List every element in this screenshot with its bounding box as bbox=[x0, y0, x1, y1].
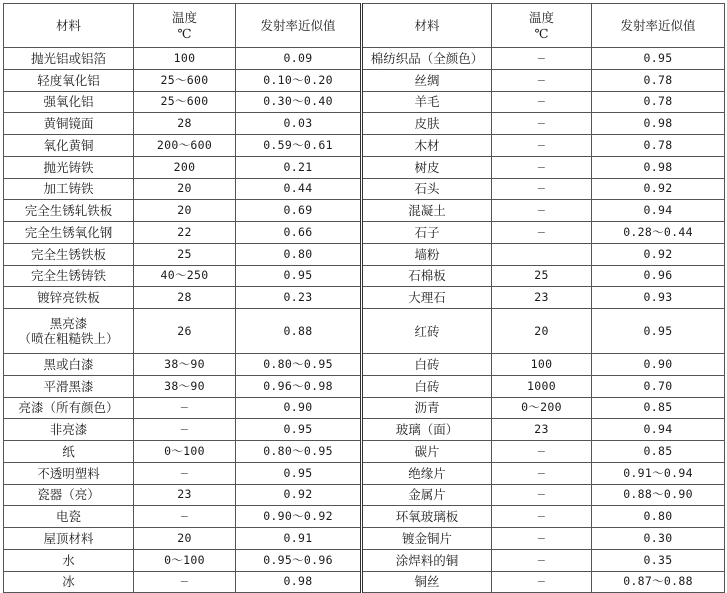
right-material-cell: 环氧玻璃板 bbox=[362, 506, 492, 528]
left-material-cell: 黄铜镜面 bbox=[4, 113, 134, 135]
left-material-cell bbox=[4, 309, 134, 354]
left-material-cell: 完全生锈轧铁板 bbox=[4, 200, 134, 222]
right-temp-cell: — bbox=[492, 571, 592, 593]
left-temp-cell: — bbox=[134, 506, 236, 528]
right-temp-cell: — bbox=[492, 91, 592, 113]
right-emissivity-cell: 0.92 bbox=[592, 243, 725, 265]
right-emissivity-cell: 0.28～0.44 bbox=[592, 222, 725, 244]
header-temperature-right bbox=[492, 4, 592, 48]
right-emissivity-cell: 0.30 bbox=[592, 528, 725, 550]
table-row bbox=[4, 354, 725, 376]
right-emissivity-cell: 0.85 bbox=[592, 397, 725, 419]
table-row bbox=[4, 528, 725, 550]
header-temp-label: 温度 bbox=[171, 9, 197, 25]
right-temp-cell: — bbox=[492, 178, 592, 200]
right-material-cell: 红砖 bbox=[362, 309, 492, 354]
left-emissivity-cell: 0.10～0.20 bbox=[236, 69, 362, 91]
header-row bbox=[4, 4, 725, 48]
left-temp-cell: 200 bbox=[134, 156, 236, 178]
left-emissivity-cell: 0.30～0.40 bbox=[236, 91, 362, 113]
left-material-cell: 完全生锈氧化钢 bbox=[4, 222, 134, 244]
left-temp-cell: 25～600 bbox=[134, 91, 236, 113]
left-emissivity-cell: 0.23 bbox=[236, 287, 362, 309]
left-material-cell: 轻度氧化铝 bbox=[4, 69, 134, 91]
right-temp-cell: — bbox=[492, 48, 592, 70]
left-temp-cell: 26 bbox=[134, 309, 236, 354]
right-material-cell: 沥青 bbox=[362, 397, 492, 419]
table-row bbox=[4, 375, 725, 397]
right-material-cell: 石棉板 bbox=[362, 265, 492, 287]
left-material-cell: 完全生锈铁板 bbox=[4, 243, 134, 265]
table-row bbox=[4, 549, 725, 571]
left-temp-cell: — bbox=[134, 571, 236, 593]
right-material-cell: 绝缘片 bbox=[362, 462, 492, 484]
left-material-cell: 加工铸铁 bbox=[4, 178, 134, 200]
right-emissivity-cell: 0.95 bbox=[592, 48, 725, 70]
right-material-cell: 混凝土 bbox=[362, 200, 492, 222]
right-material-cell: 树皮 bbox=[362, 156, 492, 178]
right-emissivity-cell: 0.94 bbox=[592, 419, 725, 441]
right-temp-cell: — bbox=[492, 441, 592, 463]
left-material-cell: 冰 bbox=[4, 571, 134, 593]
right-temp-cell: — bbox=[492, 135, 592, 157]
right-material-cell: 白砖 bbox=[362, 375, 492, 397]
left-temp-cell: 200～600 bbox=[134, 135, 236, 157]
left-emissivity-cell: 0.80 bbox=[236, 243, 362, 265]
right-emissivity-cell: 0.98 bbox=[592, 113, 725, 135]
left-material-cell: 完全生锈铸铁 bbox=[4, 265, 134, 287]
left-material-cell: 抛光铝或铝箔 bbox=[4, 48, 134, 70]
right-temp-cell: — bbox=[492, 156, 592, 178]
left-emissivity-cell: 0.69 bbox=[236, 200, 362, 222]
right-temp-cell: — bbox=[492, 222, 592, 244]
left-emissivity-cell: 0.66 bbox=[236, 222, 362, 244]
right-temp-cell: 1000 bbox=[492, 375, 592, 397]
right-temp-cell: — bbox=[492, 462, 592, 484]
left-emissivity-cell: 0.03 bbox=[236, 113, 362, 135]
left-emissivity-cell: 0.90 bbox=[236, 397, 362, 419]
right-material-cell: 碳片 bbox=[362, 441, 492, 463]
right-temp-cell: 20 bbox=[492, 309, 592, 354]
table-row bbox=[4, 265, 725, 287]
left-emissivity-cell: 0.80～0.95 bbox=[236, 441, 362, 463]
left-temp-cell: 25～600 bbox=[134, 69, 236, 91]
right-emissivity-cell: 0.95 bbox=[592, 309, 725, 354]
right-emissivity-cell: 0.87～0.88 bbox=[592, 571, 725, 593]
material-line-2: （喷在粗糙铁上） bbox=[18, 331, 119, 346]
right-emissivity-cell: 0.35 bbox=[592, 549, 725, 571]
table-row bbox=[4, 506, 725, 528]
left-emissivity-cell: 0.95 bbox=[236, 265, 362, 287]
left-temp-cell: 20 bbox=[134, 178, 236, 200]
right-temp-cell: 25 bbox=[492, 265, 592, 287]
right-material-cell: 墙粉 bbox=[362, 243, 492, 265]
right-material-cell: 大理石 bbox=[362, 287, 492, 309]
left-temp-cell: 22 bbox=[134, 222, 236, 244]
right-emissivity-cell: 0.78 bbox=[592, 135, 725, 157]
right-material-cell: 金属片 bbox=[362, 484, 492, 506]
table-row bbox=[4, 441, 725, 463]
table-row bbox=[4, 113, 725, 135]
left-material-cell: 黑或白漆 bbox=[4, 354, 134, 376]
header-material-left: 材料 bbox=[4, 4, 134, 48]
right-material-cell: 镀金铜片 bbox=[362, 528, 492, 550]
right-material-cell: 白砖 bbox=[362, 354, 492, 376]
left-temp-cell: — bbox=[134, 419, 236, 441]
right-temp-cell: 100 bbox=[492, 354, 592, 376]
left-temp-cell: 23 bbox=[134, 484, 236, 506]
left-emissivity-cell: 0.95 bbox=[236, 419, 362, 441]
right-emissivity-cell: 0.78 bbox=[592, 69, 725, 91]
table-row bbox=[4, 309, 725, 354]
right-temp-cell: — bbox=[492, 549, 592, 571]
left-material-cell: 强氧化铝 bbox=[4, 91, 134, 113]
table-row bbox=[4, 178, 725, 200]
right-temp-cell: — bbox=[492, 113, 592, 135]
left-material-cell: 屋顶材料 bbox=[4, 528, 134, 550]
right-material-cell: 涂焊料的铜 bbox=[362, 549, 492, 571]
left-material-cell: 亮漆（所有颜色） bbox=[4, 397, 134, 419]
right-temp-cell: — bbox=[492, 506, 592, 528]
left-temp-cell: 0～100 bbox=[134, 441, 236, 463]
right-temp-cell bbox=[492, 243, 592, 265]
emissivity-table bbox=[3, 3, 725, 593]
table-row bbox=[4, 69, 725, 91]
left-emissivity-cell: 0.44 bbox=[236, 178, 362, 200]
left-emissivity-cell: 0.95～0.96 bbox=[236, 549, 362, 571]
left-material-cell: 镀锌亮铁板 bbox=[4, 287, 134, 309]
left-temp-cell: 28 bbox=[134, 113, 236, 135]
left-emissivity-cell: 0.90～0.92 bbox=[236, 506, 362, 528]
left-material-cell: 瓷器（亮） bbox=[4, 484, 134, 506]
header-temp-unit: ℃ bbox=[177, 25, 192, 41]
left-material-cell: 抛光铸铁 bbox=[4, 156, 134, 178]
header-material-right: 材料 bbox=[362, 4, 492, 48]
right-temp-cell: 0～200 bbox=[492, 397, 592, 419]
left-temp-cell: — bbox=[134, 462, 236, 484]
right-temp-cell: 23 bbox=[492, 419, 592, 441]
left-temp-cell: 40～250 bbox=[134, 265, 236, 287]
right-emissivity-cell: 0.96 bbox=[592, 265, 725, 287]
right-material-cell: 石子 bbox=[362, 222, 492, 244]
right-material-cell: 木材 bbox=[362, 135, 492, 157]
left-emissivity-cell: 0.96～0.98 bbox=[236, 375, 362, 397]
table-row bbox=[4, 200, 725, 222]
table-row bbox=[4, 243, 725, 265]
left-emissivity-cell: 0.92 bbox=[236, 484, 362, 506]
table-body bbox=[4, 48, 725, 593]
left-emissivity-cell: 0.80～0.95 bbox=[236, 354, 362, 376]
table-row bbox=[4, 571, 725, 593]
table-row bbox=[4, 397, 725, 419]
left-material-cell: 平滑黑漆 bbox=[4, 375, 134, 397]
material-line-1: 黑亮漆 bbox=[49, 316, 88, 331]
left-emissivity-cell: 0.95 bbox=[236, 462, 362, 484]
right-material-cell: 玻璃（面） bbox=[362, 419, 492, 441]
right-emissivity-cell: 0.88～0.90 bbox=[592, 484, 725, 506]
right-material-cell: 铜丝 bbox=[362, 571, 492, 593]
right-emissivity-cell: 0.94 bbox=[592, 200, 725, 222]
right-material-cell: 羊毛 bbox=[362, 91, 492, 113]
right-emissivity-cell: 0.80 bbox=[592, 506, 725, 528]
right-temp-cell: — bbox=[492, 200, 592, 222]
table-row bbox=[4, 419, 725, 441]
left-temp-cell: 38～90 bbox=[134, 375, 236, 397]
table-row bbox=[4, 91, 725, 113]
header-temperature-left bbox=[134, 4, 236, 48]
left-temp-cell: 38～90 bbox=[134, 354, 236, 376]
left-material-cell: 氧化黄铜 bbox=[4, 135, 134, 157]
table-row bbox=[4, 156, 725, 178]
left-temp-cell: — bbox=[134, 397, 236, 419]
left-material-cell: 电瓷 bbox=[4, 506, 134, 528]
right-material-cell: 丝绸 bbox=[362, 69, 492, 91]
right-emissivity-cell: 0.85 bbox=[592, 441, 725, 463]
table-row bbox=[4, 48, 725, 70]
left-emissivity-cell: 0.59～0.61 bbox=[236, 135, 362, 157]
left-temp-cell: 20 bbox=[134, 200, 236, 222]
right-temp-cell: — bbox=[492, 484, 592, 506]
right-material-cell: 棉纺织品（全颜色） bbox=[362, 48, 492, 70]
table-row bbox=[4, 222, 725, 244]
left-emissivity-cell: 0.09 bbox=[236, 48, 362, 70]
right-temp-cell: — bbox=[492, 528, 592, 550]
left-material-cell: 水 bbox=[4, 549, 134, 571]
left-material-cell: 纸 bbox=[4, 441, 134, 463]
right-emissivity-cell: 0.98 bbox=[592, 156, 725, 178]
left-emissivity-cell: 0.98 bbox=[236, 571, 362, 593]
left-temp-cell: 0～100 bbox=[134, 549, 236, 571]
left-temp-cell: 20 bbox=[134, 528, 236, 550]
right-material-cell: 皮肤 bbox=[362, 113, 492, 135]
left-temp-cell: 100 bbox=[134, 48, 236, 70]
left-material-cell: 非亮漆 bbox=[4, 419, 134, 441]
right-emissivity-cell: 0.93 bbox=[592, 287, 725, 309]
left-emissivity-cell: 0.91 bbox=[236, 528, 362, 550]
table-row bbox=[4, 462, 725, 484]
left-emissivity-cell: 0.88 bbox=[236, 309, 362, 354]
right-emissivity-cell: 0.91～0.94 bbox=[592, 462, 725, 484]
right-temp-cell: 23 bbox=[492, 287, 592, 309]
right-material-cell: 石头 bbox=[362, 178, 492, 200]
table-row bbox=[4, 287, 725, 309]
right-emissivity-cell: 0.78 bbox=[592, 91, 725, 113]
right-emissivity-cell: 0.90 bbox=[592, 354, 725, 376]
header-emissivity-left: 发射率近似值 bbox=[236, 4, 362, 48]
left-temp-cell: 25 bbox=[134, 243, 236, 265]
left-temp-cell: 28 bbox=[134, 287, 236, 309]
table-row bbox=[4, 484, 725, 506]
right-emissivity-cell: 0.92 bbox=[592, 178, 725, 200]
left-material-cell: 不透明塑料 bbox=[4, 462, 134, 484]
right-temp-cell: — bbox=[492, 69, 592, 91]
header-emissivity-right: 发射率近似值 bbox=[592, 4, 725, 48]
table-row bbox=[4, 135, 725, 157]
header-temp-unit: ℃ bbox=[534, 25, 549, 41]
right-emissivity-cell: 0.70 bbox=[592, 375, 725, 397]
header-temp-label: 温度 bbox=[528, 9, 554, 25]
left-emissivity-cell: 0.21 bbox=[236, 156, 362, 178]
